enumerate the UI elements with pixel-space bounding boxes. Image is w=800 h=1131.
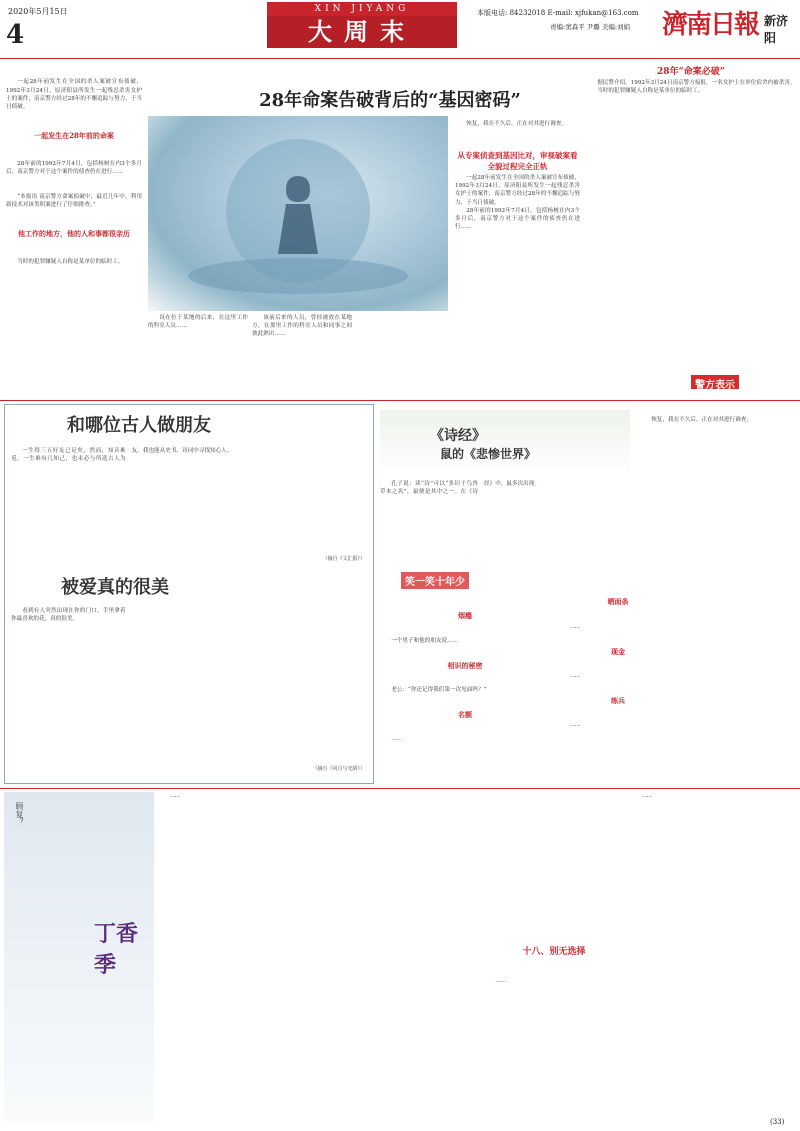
page-header xyxy=(2,2,798,58)
header-divider xyxy=(0,58,800,59)
story18-title: 十八、别无选择 xyxy=(522,947,586,958)
masthead-logo: 濟南日報 xyxy=(662,10,759,40)
ancient-friend-body: 一生得三五好友已足矣，然而，知音难觅，一生难有几知己，也未必与所选古人为友，我也能从史书、诗词中寻找知心人。 xyxy=(11,448,233,463)
hotline: 本版电话: 84232018 E-mail: xjfukan@163.com xyxy=(477,9,639,17)
joke-column-1: 烟瘾 一个男子和他的朋友说…… 相识的秘密 老公：“你还记得我们第一次见面吗？” 名额 …… xyxy=(391,611,487,743)
page-count: (33) xyxy=(770,1118,785,1126)
shijing-title: 《诗经》 xyxy=(430,428,486,444)
sidebar-story: 28年“命案必破” 据民警介绍，1992年3月24日南京警方接报，一名女护士在单位宿舍内被杀害。 当时的犯罪嫌疑人自称是某单位的临时工。 xyxy=(586,62,796,362)
main-illustration xyxy=(148,116,448,311)
real-love-title: 被爱真的很美 xyxy=(61,577,169,598)
main-story-subhead-3: 从专案侦查到基因比对，审视破案看全貌过程完全正轨 xyxy=(457,151,578,171)
section-title: 大周末 xyxy=(267,16,457,48)
issue-date: 2020年5月15日 xyxy=(8,7,68,16)
real-love-byline: （摘自《风月与光阴》） xyxy=(312,766,365,772)
ancient-friend-title: 和哪位古人做朋友 xyxy=(67,415,211,436)
edition-label: 新济阳 xyxy=(764,14,789,45)
story18-col1: 十八、别无选择 …… xyxy=(484,792,624,1122)
lilac-body: …… xyxy=(169,793,181,799)
ancient-friend-byline: （摘自《文汇报》） xyxy=(322,556,365,562)
lilac-illustration xyxy=(4,792,154,1122)
main-story-subhead-2: 他工作的地方，他的人和事都很亲历 xyxy=(18,228,130,238)
page-number: 4 xyxy=(6,20,25,50)
main-story-col3: 设在位于某地的后来，在这里工作的科室人员…… xyxy=(148,315,248,330)
pinyin-bar: XIN JIYANG xyxy=(267,2,457,16)
main-story-subhead: 一起发生在28年前的命案 xyxy=(34,130,114,140)
joke-column-2: 晒面条 …… 现金 …… 练兵 …… xyxy=(569,597,629,729)
lower-divider xyxy=(0,788,800,789)
main-story-title: 28年命案告破背后的“基因密码” xyxy=(259,90,521,111)
shijing-illustration xyxy=(380,410,630,475)
editor-line: 责编:窦森平 尹璐 美编:刘娟 xyxy=(550,23,631,31)
sidebar-title: 28年“命案必破” xyxy=(657,67,725,77)
jokes-title: 笑一笑十年少 xyxy=(400,572,470,589)
main-story-col4: 该前后来的人员，曾经被放在某地方，在那里工作的科室人员和同事之间彼此熟识…… xyxy=(252,315,352,338)
silhouette-illustration xyxy=(148,116,448,311)
main-story-col1: 一起28年前发生在全国的杀人案被宣布侦破，1992年3月24日，原济阳县所发生一起残忍杀害女护士的案件，南京警方经过28年的不懈追踪与努力，于当日侦破。 一起发生在28年前的命案 28年前的1992年7月4日，包括杨树在内3个多月后，南京警方对于这个案件的侦查仍在进行…… “本报讯 南京警方命案侦破中，最近几年中，利用新技术对该类积案进行了仔细排查。” 他工作的地方，他的人和事都很亲历 当时的犯罪嫌疑人自称是某单位的临时工。 xyxy=(6,79,142,266)
right-column-lower: 恢复，我在不久后，正在对其进行调查。 xyxy=(651,417,752,424)
main-story-col5: 恢复，我在不久后，正在对其进行调查。 从专案侦查到基因比对，审视破案看全貌过程完全正轨 一起28年前发生在全国的杀人案被宣布侦破，1992年3月24日，原济阳县所发生一起残忍杀害女护士的案件，南京警方经过28年的不懈追踪与努力，于当日侦破。 28年前的1992年7月4日，包括杨树在内3个多月后，南京警方对于这个案件的侦查仍在进行…… xyxy=(455,121,580,231)
badge-1: 警方表示 xyxy=(691,375,739,389)
lilac-author: 顾复？ xyxy=(15,802,24,826)
shijing-body: 孔子说：读“诗”可以“多识于鸟兽草木之名”，鼠便是其中之一。在《诗经》中，鼠多次出现。 xyxy=(380,481,540,496)
lilac-title: 丁香季 xyxy=(94,921,139,978)
real-love-body: 看到有人突然出现在你的门口，手里拿着你最喜欢的花，真的很美。 xyxy=(11,608,126,623)
right-banner xyxy=(640,375,790,389)
ancient-friend-box xyxy=(4,404,374,784)
shijing-subtitle: 鼠的《悲惨世界》 xyxy=(440,447,537,461)
story18-col2: …… xyxy=(641,793,653,799)
